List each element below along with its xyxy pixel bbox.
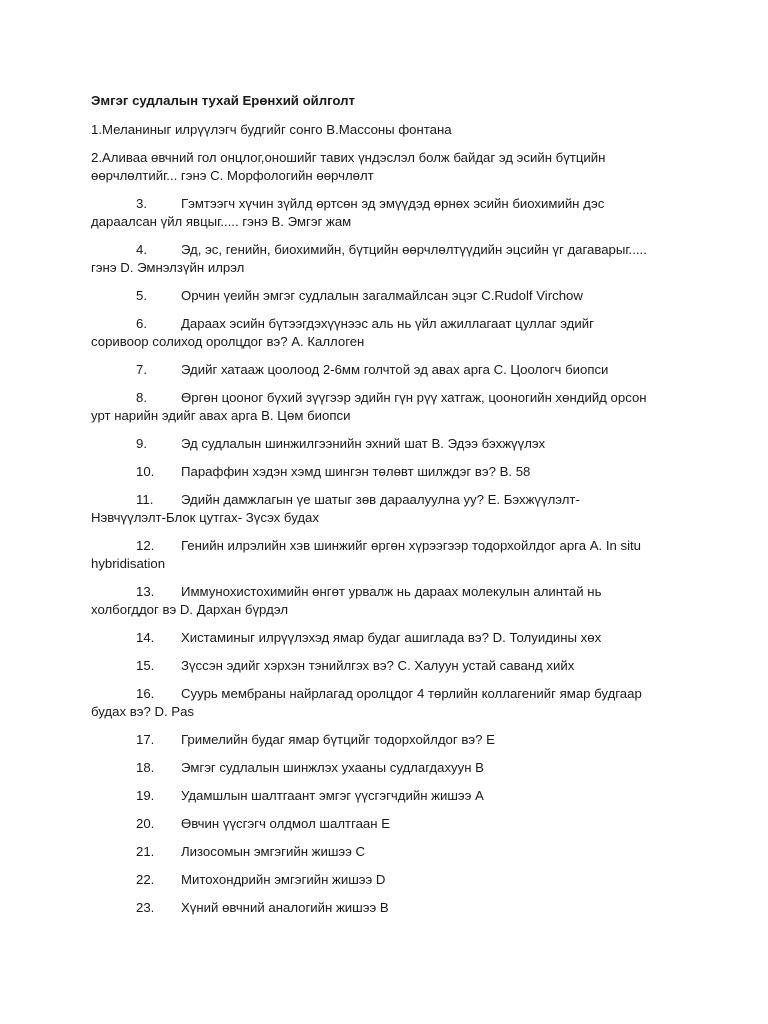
question-item [91,241,681,277]
question-first-line [91,815,681,833]
question-item [91,815,681,833]
question-number: 7. [136,362,147,377]
question-number: 18. [136,760,155,775]
question-number: 21. [136,844,155,859]
question-text: Эд, эс, генийн, биохимийн, бүтцийн өөрчлөлтүүдийн эцсийн үг дагаварыг..... [181,242,647,257]
question-number: 17. [136,732,155,747]
question-text: Генийн илрэлийн хэв шинжийг өргөн хүрээгээр тодорхойлдог арга A. In situ [181,538,642,553]
question-text: Иммунохистохимийн өнгөт урвалж нь дараах молекулын алинтай нь [181,584,602,599]
question-text: Параффин хэдэн хэмд шингэн төлөвт шилждэг вэ? B. 58 [181,464,531,479]
question-number: 22. [136,872,155,887]
question-text: Эдийг хатааж цоолоод 2-6мм голчтой эд авах арга C. Цоологч биопси [181,362,609,377]
question-first-line [91,195,681,213]
question-number: 13. [136,584,155,599]
question-text: Лизосомын эмгэгийн жишээ C [181,844,366,859]
question-2-line-2: өөрчлөлтийг... гэнэ C. Морфологийн өөрчлөлт [91,168,374,183]
question-continuation: hybridisation [91,556,166,571]
question-number: 8. [136,390,147,405]
question-first-line [91,389,681,407]
question-text: Митохондрийн эмгэгийн жишээ D [181,872,386,887]
question-text: Гримелийн будаг ямар бүтцийг тодорхойлдог вэ? E [181,732,495,747]
question-item [91,361,681,379]
document-body [91,92,681,927]
question-first-line [91,361,681,379]
question-1 [91,121,681,139]
question-continuation: соривоор солиход оролцдог вэ? A. Каллоген [91,334,365,349]
question-item [91,195,681,231]
question-number: 23. [136,900,155,915]
question-text: Хистаминыг илрүүлэхэд ямар будаг ашиглада вэ? D. Толуидины хөх [181,630,602,645]
question-first-line [91,759,681,777]
numbered-question-list [91,195,681,917]
question-continuation: Нэвчүүлэлт-Блок цутгах- Зүсэх будах [91,510,319,525]
question-item [91,657,681,675]
question-text: Өвчин үүсгэгч олдмол шалтгаан E [181,816,391,831]
question-continuation: холбогддог вэ D. Дархан бүрдэл [91,602,289,617]
question-number: 9. [136,436,147,451]
question-item [91,435,681,453]
question-first-line [91,491,681,509]
question-number: 4. [136,242,147,257]
question-text: Орчин үеийн эмгэг судлалын загалмайлсан эцэг C.Rudolf Virchow [181,288,583,303]
question-first-line [91,287,681,305]
question-item [91,685,681,721]
question-item [91,537,681,573]
question-number: 15. [136,658,155,673]
question-1-text: 1.Меланиныг илрүүлэгч будгийг сонго B.Массоны фонтана [91,122,452,137]
question-continuation: будах вэ? D. Pas [91,704,195,719]
question-first-line [91,787,681,805]
question-text: Хүний өвчний аналогийн жишээ B [181,900,389,915]
question-2-line-1: 2.Аливаа өвчний гол онцлог,оношийг тавих үндэслэл болж байдаг эд эсийн бүтцийн [91,150,606,165]
question-number: 14. [136,630,155,645]
question-text: Эдийн дамжлагын үе шатыг зөв дараалуулна уу? E. Бэхжүүлэлт- [181,492,580,507]
question-first-line [91,435,681,453]
question-number: 6. [136,316,147,331]
question-item [91,389,681,425]
question-item [91,899,681,917]
document-title: Эмгэг судлалын тухай Ерөнхий ойлголт [91,93,355,108]
question-continuation: дараалсан үйл явцыг..... гэнэ B. Эмгэг жам [91,214,352,229]
question-text: Удамшлын шалтгаант эмгэг үүсгэгчдийн жишээ A [181,788,484,803]
question-number: 11. [136,492,154,507]
question-text: Эд судлалын шинжилгээнийн эхний шат B. Эдээ бэхжүүлэх [181,436,546,451]
question-text: Суурь мембраны найрлагад оролцдог 4 төрлийн коллагенийг ямар будгаар [181,686,642,701]
question-item [91,463,681,481]
question-text: Зүссэн эдийг хэрхэн тэнийлгэх вэ? C. Халуун устай саванд хийх [181,658,575,673]
question-first-line [91,685,681,703]
question-text: Өргөн цооног бүхий зүүгээр эдийн гүн рүү хатгаж, цооногийн хөндийд орсон [181,390,647,405]
question-first-line [91,241,681,259]
question-item [91,759,681,777]
question-first-line [91,871,681,889]
question-continuation: урт нарийн эдийг авах арга B. Цөм биопси [91,408,351,423]
question-first-line [91,899,681,917]
question-item [91,871,681,889]
question-number: 19. [136,788,155,803]
question-continuation: гэнэ D. Эмнэлзүйн илрэл [91,260,245,275]
question-number: 10. [136,464,155,479]
question-number: 16. [136,686,155,701]
question-first-line [91,843,681,861]
question-first-line [91,537,681,555]
question-text: Эмгэг судлалын шинжлэх ухааны судлагдахуун B [181,760,484,775]
question-number: 12. [136,538,155,553]
question-item [91,287,681,305]
question-text: Дараах эсийн бүтээгдэхүүнээс аль нь үйл ажиллагаат цуллаг эдийг [181,316,594,331]
question-2 [91,149,681,185]
question-first-line [91,583,681,601]
question-first-line [91,657,681,675]
question-number: 5. [136,288,147,303]
question-item [91,315,681,351]
question-item [91,843,681,861]
question-item [91,731,681,749]
question-item [91,629,681,647]
question-number: 20. [136,816,155,831]
question-text: Гэмтээгч хүчин зүйлд өртсөн эд эмүүдэд өрнөх эсийн биохимийн дэс [181,196,605,211]
question-item [91,583,681,619]
question-number: 3. [136,196,147,211]
question-item [91,787,681,805]
question-first-line [91,315,681,333]
question-item [91,491,681,527]
question-first-line [91,629,681,647]
question-first-line [91,731,681,749]
question-first-line [91,463,681,481]
